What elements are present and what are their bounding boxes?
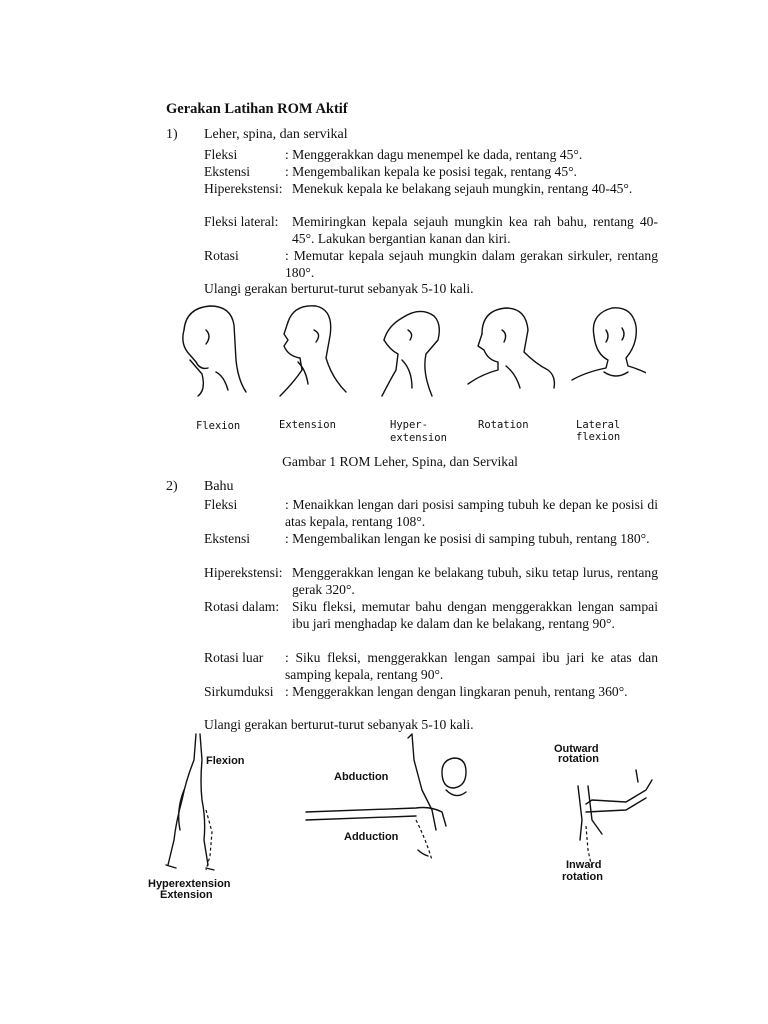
- neck-lateral-flexion-figure: [572, 308, 646, 380]
- item-term: Fleksi lateral:: [204, 214, 279, 229]
- page-title: Gerakan Latihan ROM Aktif: [166, 101, 348, 117]
- label-rotation: Rotation: [478, 419, 529, 431]
- label-outward: Outward: [554, 743, 599, 755]
- section-1-title: Leher, spina, dan servikal: [204, 127, 348, 142]
- section-1-item: [204, 213, 658, 247]
- label-hyper-extension: extension: [390, 432, 447, 444]
- item-desc: : Memutar kepala sejauh mungkin dalam gerakan sirkuler, rentang 180°.: [285, 248, 658, 281]
- shoulder-rotation-figure: [578, 770, 652, 868]
- figure-shoulder-rom: [146, 730, 656, 905]
- item-term: Rotasi: [204, 248, 239, 263]
- label-hyperextension: Hyperextension: [148, 878, 231, 890]
- neck-hyperextension-figure: [382, 311, 439, 396]
- label-adduction: Adduction: [344, 831, 399, 843]
- figure-neck-rom: [176, 300, 646, 450]
- item-term: Fleksi: [204, 497, 238, 512]
- label-extension: Extension: [279, 419, 336, 431]
- label-abduction: Abduction: [334, 771, 389, 783]
- item-desc: : Mengembalikan lengan ke posisi di samping tubuh, rentang 180°.: [285, 531, 650, 546]
- section-1-heading: [166, 127, 348, 143]
- item-term: Fleksi: [204, 147, 238, 162]
- item-term: Sirkumduksi: [204, 684, 274, 699]
- item-term: Ekstensi: [204, 164, 251, 179]
- neck-flexion-figure: [183, 306, 246, 396]
- label-extension: Extension: [160, 889, 213, 901]
- label-outward-rotation: rotation: [558, 753, 599, 765]
- item-desc: : Menggerakkan lengan dengan lingkaran penuh, rentang 360°.: [285, 684, 628, 699]
- label-shoulder-flexion: Flexion: [206, 755, 245, 767]
- section-2-title: Bahu: [204, 479, 234, 494]
- item-desc: : Siku fleksi, menggerakkan lengan sampai ibu jari ke atas dan samping kepala, rentang 90°.: [285, 650, 658, 683]
- item-term: Rotasi dalam:: [204, 599, 280, 614]
- section-1-repeat: Ulangi gerakan berturut-turut sebanyak 5-10 kali.: [204, 281, 474, 296]
- section-2-item: [204, 649, 658, 683]
- section-2-number: 2): [166, 479, 178, 494]
- section-2-item: [204, 683, 658, 700]
- label-flexion: Flexion: [196, 420, 241, 432]
- section-1-number: 1): [166, 127, 178, 142]
- item-desc: Menekuk kepala ke belakang sejauh mungkin, rentang 40-45°.: [292, 181, 633, 196]
- section-2-repeat: Ulangi gerakan berturut-turut sebanyak 5-10 kali.: [204, 717, 474, 732]
- neck-rotation-figure: [468, 308, 554, 388]
- section-1-item: [204, 180, 658, 197]
- item-desc: Siku fleksi, memutar bahu dengan menggerakkan lengan sampai ibu jari menghadap ke dalam dan ke belakang, rentang 90°.: [292, 599, 658, 632]
- item-desc: Menggerakkan lengan ke belakang tubuh, siku tetap lurus, rentang gerak 320°.: [292, 565, 658, 598]
- label-inward: Inward: [566, 859, 602, 871]
- item-term: Hiperekstensi:: [204, 565, 283, 580]
- section-1-item: [204, 247, 658, 281]
- section-2-item: [204, 564, 658, 598]
- item-term: Ekstensi: [204, 531, 251, 546]
- label-lateral-flexion: flexion: [576, 431, 621, 443]
- section-2-item: [204, 598, 658, 632]
- section-1-item: [204, 163, 658, 180]
- label-lateral: Lateral: [576, 419, 621, 431]
- neck-extension-figure: [280, 306, 346, 396]
- label-hyper: Hyper-: [390, 419, 428, 431]
- section-2-item: [204, 496, 658, 530]
- item-desc: : Mengembalikan kepala ke posisi tegak, rentang 45°.: [285, 164, 577, 179]
- figure-1-caption: Gambar 1 ROM Leher, Spina, dan Servikal: [282, 454, 518, 469]
- item-term: Rotasi luar: [204, 650, 264, 665]
- section-2-item: [204, 530, 658, 547]
- label-inward-rotation: rotation: [562, 871, 603, 883]
- section-2-heading: [166, 479, 234, 495]
- item-term: Hiperekstensi:: [204, 181, 283, 196]
- item-desc: Memiringkan kepala sejauh mungkin kea rah bahu, rentang 40-45°. Lakukan bergantian kanan dan kiri.: [292, 214, 658, 247]
- item-desc: : Menggerakkan dagu menempel ke dada, rentang 45°.: [285, 147, 583, 162]
- section-1-item: [204, 146, 658, 163]
- item-desc: : Menaikkan lengan dari posisi samping tubuh ke depan ke posisi di atas kepala, rentang 108°.: [285, 497, 658, 530]
